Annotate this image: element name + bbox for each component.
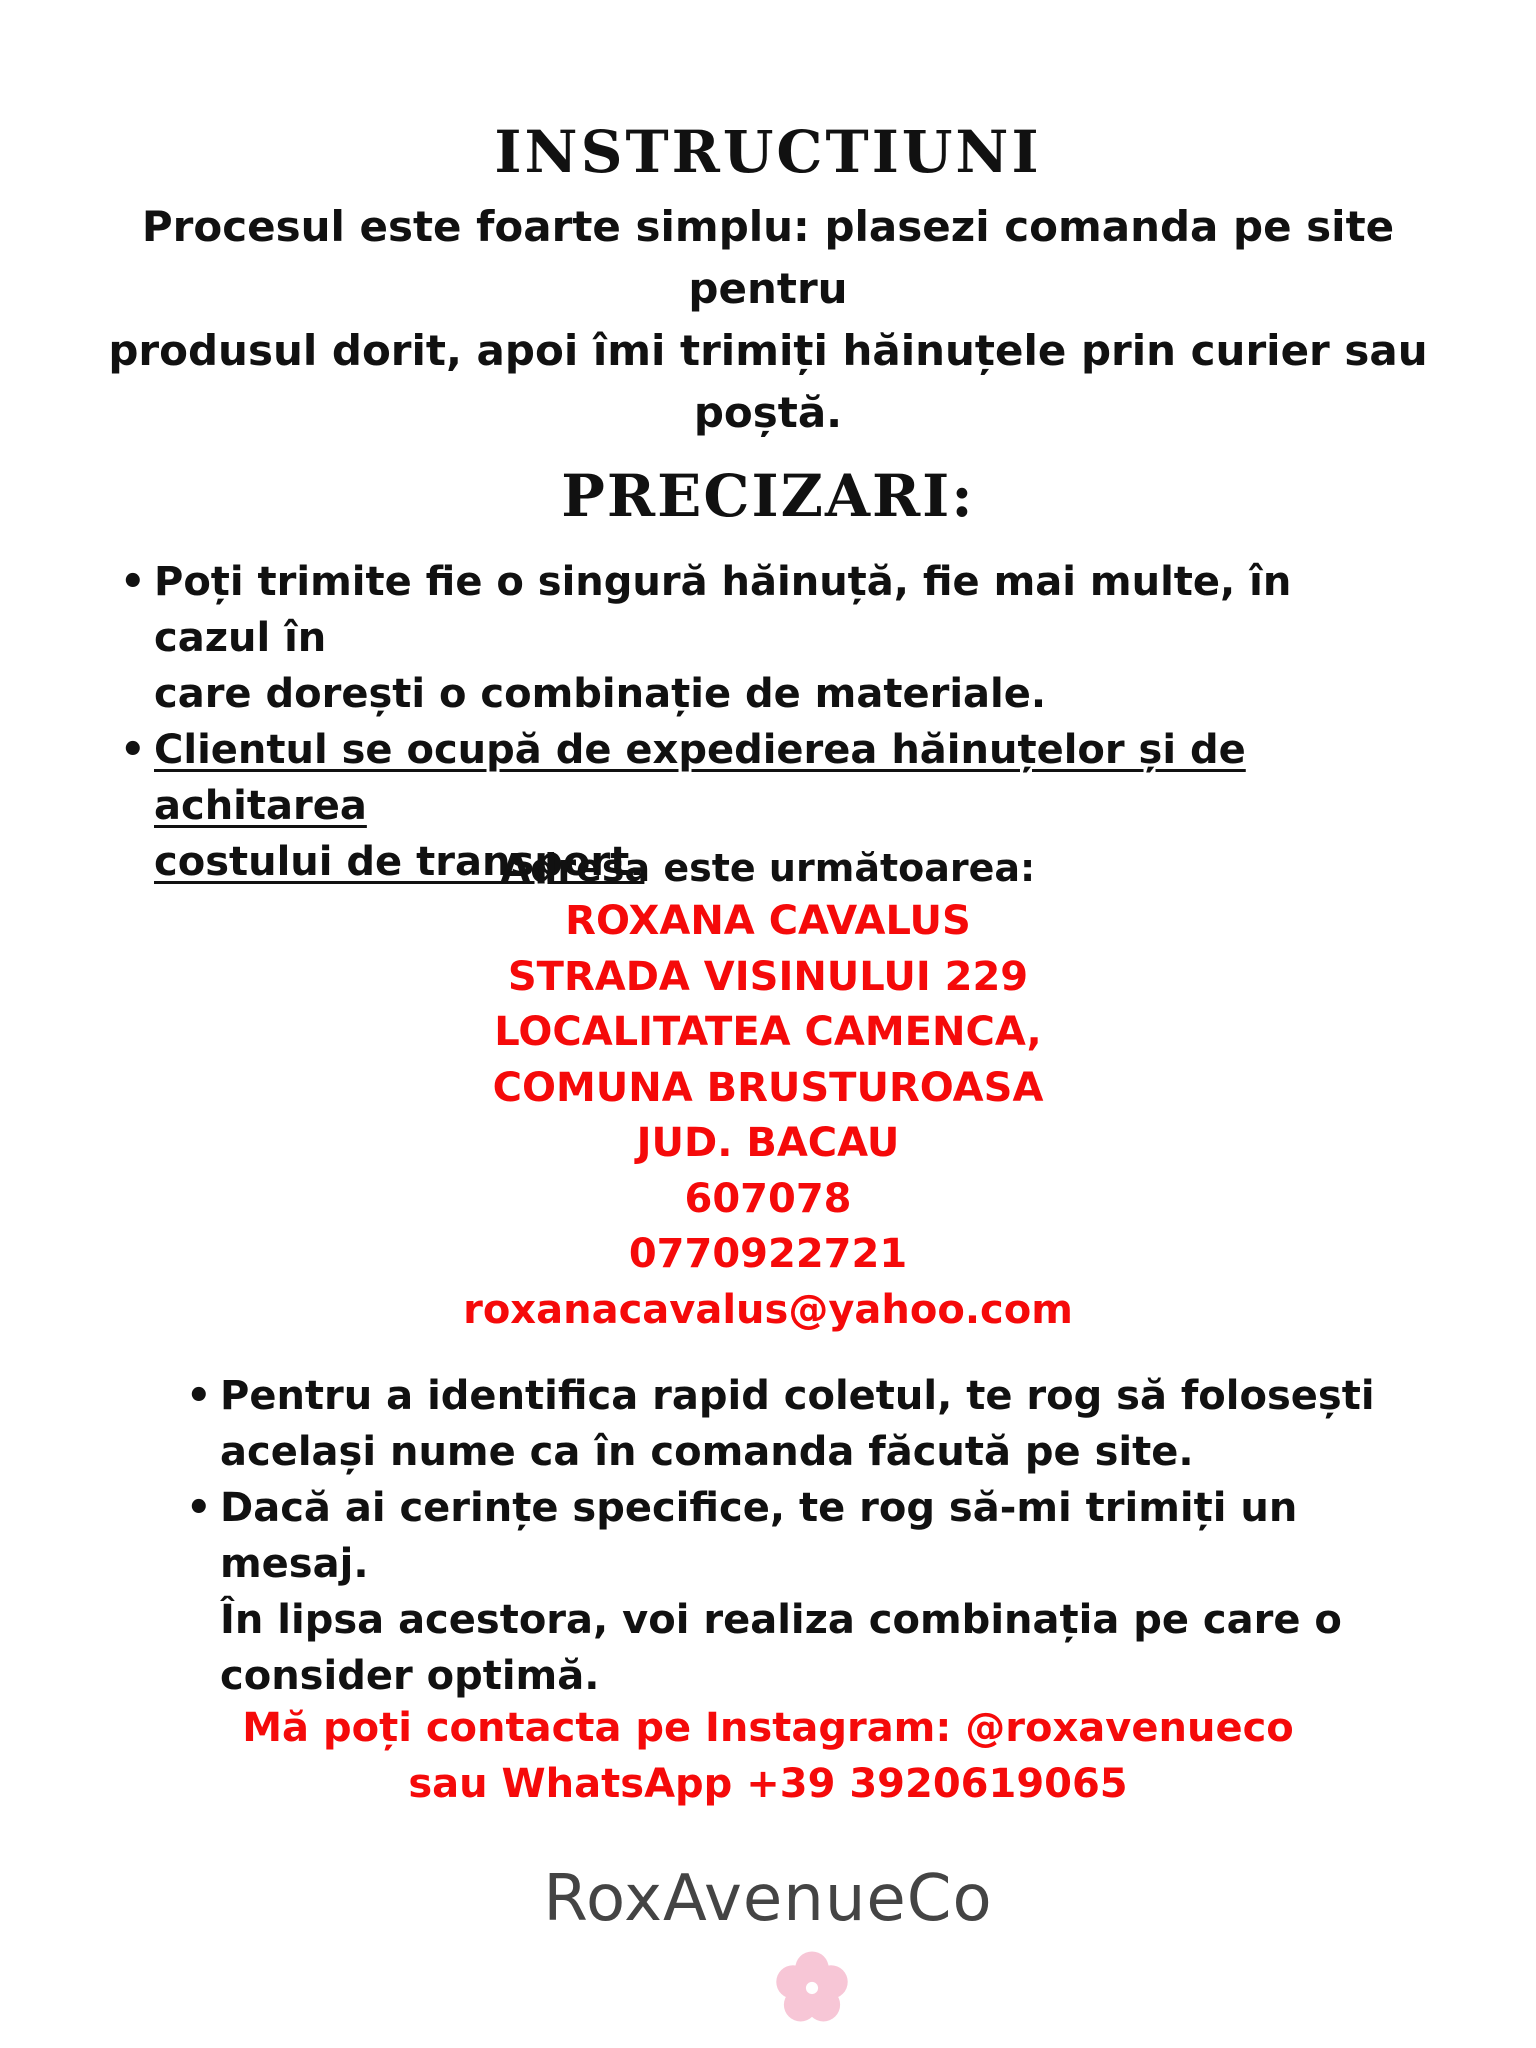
list-item-line: Pentru a identifica rapid coletul, te rog să folosești bbox=[220, 1373, 1375, 1419]
brand-logo-text: RoxAvenueCo bbox=[543, 1862, 993, 1936]
address-locality: LOCALITATEA CAMENCA, bbox=[494, 1009, 1042, 1055]
list-item bbox=[120, 554, 1420, 722]
list-item-line: costului de transport. bbox=[154, 839, 645, 885]
precizari-list bbox=[120, 554, 1420, 890]
address-block bbox=[0, 842, 1536, 1338]
address-label: Adresa este următoarea: bbox=[500, 846, 1036, 890]
intro-line: Procesul este foarte simplu: plasezi comanda pe site pentru bbox=[141, 202, 1395, 313]
list-item-line: În lipsa acestora, voi realiza combinația pe care o bbox=[220, 1597, 1342, 1643]
intro-text bbox=[70, 196, 1466, 444]
address-county: JUD. BACAU bbox=[636, 1120, 900, 1166]
address-commune: COMUNA BRUSTUROASA bbox=[492, 1064, 1044, 1111]
intro-line: poștă. bbox=[693, 388, 843, 437]
contact-instagram: Mă poți contacta pe Instagram: @roxavenueco bbox=[242, 1705, 1294, 1751]
list-item-line: Poți trimite fie o singură hăinuță, fie mai multe, în cazul în bbox=[154, 559, 1292, 661]
list-item-line: Dacă ai cerințe specifice, te rog să-mi trimiți un mesaj. bbox=[220, 1485, 1298, 1587]
flower-petal bbox=[776, 1965, 809, 1998]
intro-line: produsul dorit, apoi îmi trimiți hăinuțele prin curier sau bbox=[108, 326, 1428, 375]
list-item-line: același nume ca în comanda făcută pe site. bbox=[220, 1429, 1194, 1475]
notes-list bbox=[186, 1368, 1426, 1704]
address-email: roxanacavalus@yahoo.com bbox=[463, 1286, 1073, 1333]
precizari-title: PRECIZARI: bbox=[561, 462, 975, 530]
address-postal-code: 607078 bbox=[684, 1175, 852, 1222]
flower-center bbox=[806, 1982, 818, 1994]
list-item-line: consider optimă. bbox=[220, 1653, 600, 1699]
contact-whatsapp: sau WhatsApp +39 3920619065 bbox=[408, 1761, 1128, 1807]
list-item bbox=[186, 1480, 1426, 1704]
address-phone: 0770922721 bbox=[628, 1231, 908, 1277]
list-item-line: care dorești o combinație de materiale. bbox=[154, 671, 1047, 717]
list-item-line: Clientul se ocupă de expedierea hăinuțelor și de achitarea bbox=[154, 727, 1246, 829]
address-name: ROXANA CAVALUS bbox=[565, 898, 971, 944]
contact-info bbox=[0, 1700, 1536, 1812]
address-street: STRADA VISINULUI 229 bbox=[507, 953, 1029, 1000]
instructions-title: INSTRUCTIUNI bbox=[494, 118, 1042, 186]
flower-icon bbox=[774, 1950, 850, 2026]
list-item bbox=[186, 1368, 1426, 1480]
